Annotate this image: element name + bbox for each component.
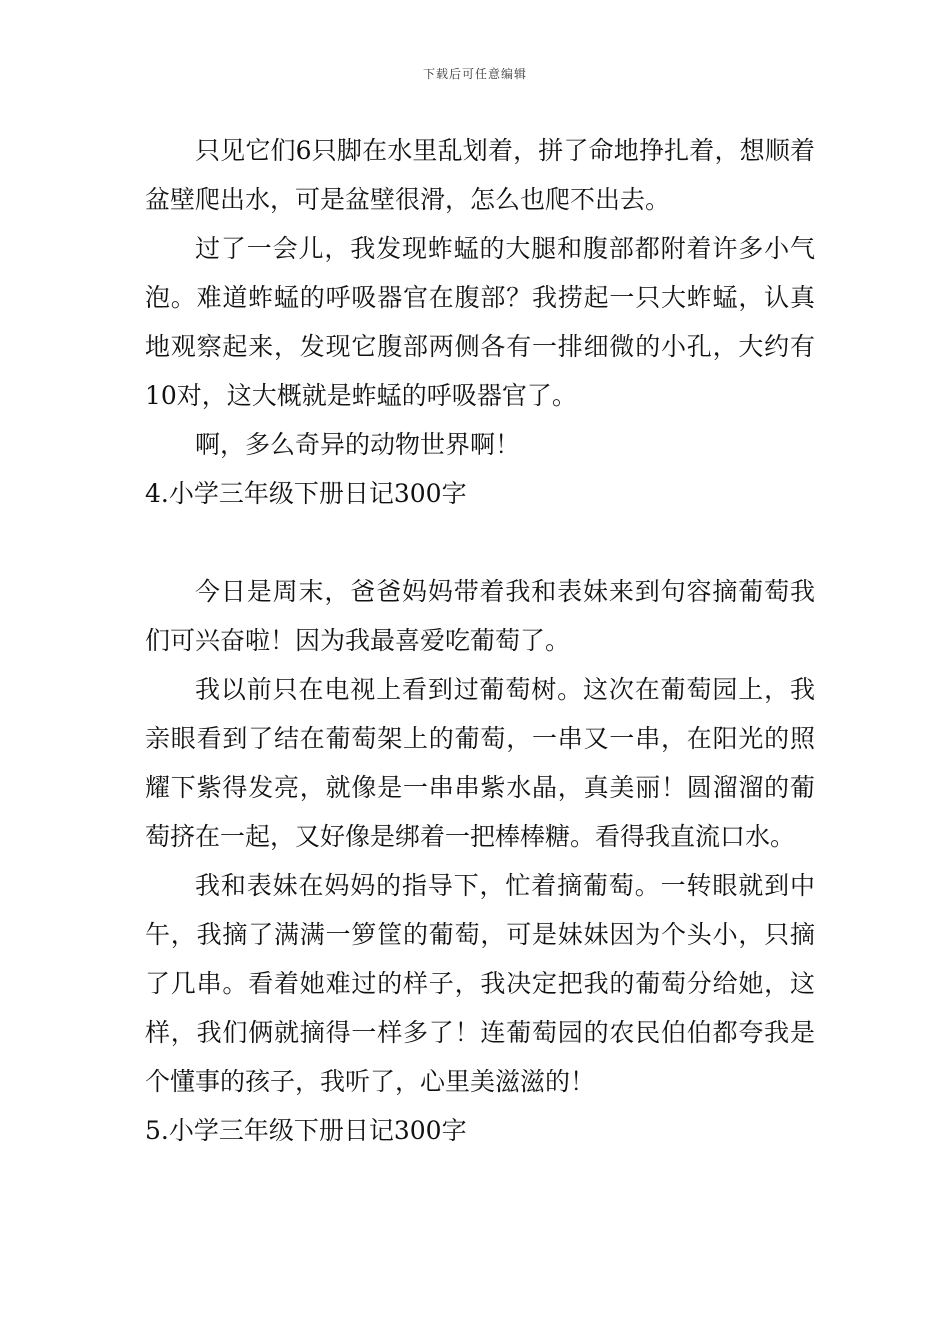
paragraph-6: 我和表妹在妈妈的指导下，忙着摘葡萄。一转眼就到中午，我摘了满满一箩筐的葡萄，可是妹妹因为个头小，只摘了几串。看着她难过的样子，我决定把我的葡萄分给她，这样，我们俩就摘得一样多了！连葡萄园的农民伯伯都夸我是个懂事的孩子，我听了，心里美滋滋的！	[145, 871, 815, 1096]
header-note: 下载后可任意编辑	[422, 67, 527, 81]
section-heading-5: 5.小学三年级下册日记300字	[145, 1116, 467, 1145]
document-body	[145, 126, 815, 1155]
paragraph-1: 只见它们6只脚在水里乱划着，拼了命地挣扎着，想顺着盆壁爬出水，可是盆壁很滑，怎么也爬不出去。	[145, 136, 815, 214]
paragraph-4: 今日是周末，爸爸妈妈带着我和表妹来到句容摘葡萄我们可兴奋啦！因为我最喜爱吃葡萄了。	[145, 577, 815, 655]
paragraph-2: 过了一会儿，我发现蚱蜢的大腿和腹部都附着许多小气泡。难道蚱蜢的呼吸器官在腹部？我捞起一只大蚱蜢，认真地观察起来，发现它腹部两侧各有一排细微的小孔，大约有10对，这大概就是蚱蜢的呼吸器官了。	[145, 234, 815, 410]
paragraph-3: 啊，多么奇异的动物世界啊！	[195, 430, 521, 459]
paragraph-5: 我以前只在电视上看到过葡萄树。这次在葡萄园上，我亲眼看到了结在葡萄架上的葡萄，一串又一串，在阳光的照耀下紫得发亮，就像是一串串紫水晶，真美丽！圆溜溜的葡萄挤在一起，又好像是绑着一把棒棒糖。看得我直流口水。	[145, 675, 815, 851]
section-heading-4: 4.小学三年级下册日记300字	[145, 479, 467, 508]
blank-line	[145, 518, 815, 567]
